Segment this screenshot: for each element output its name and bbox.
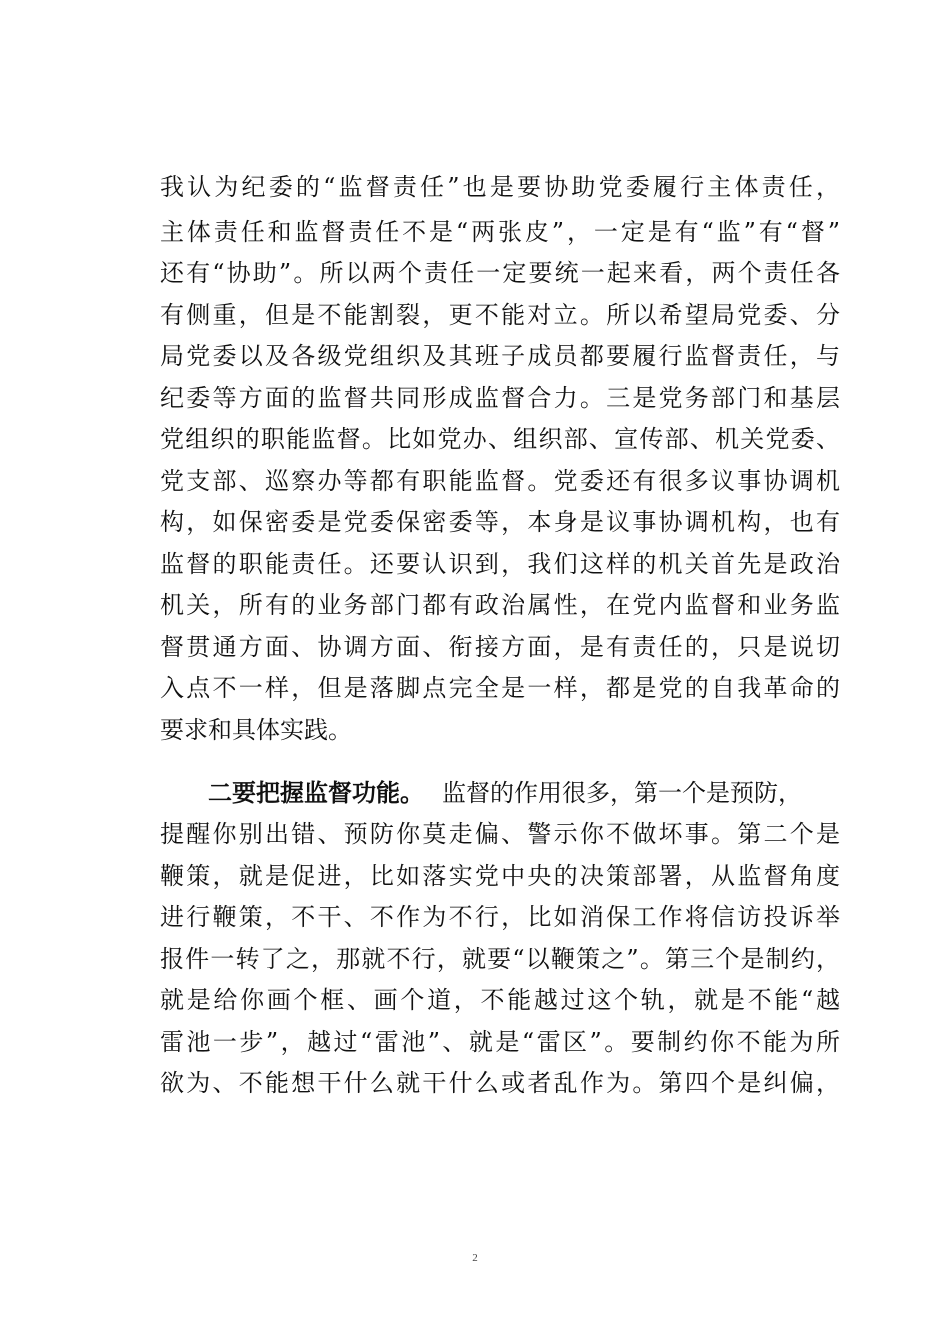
paragraph-1-line-10: 监督的职能责任。还要认识到，我们这样的机关首先是政治 [160, 550, 840, 578]
paragraph-1-line-4: 有侧重，但是不能割裂，更不能对立。所以希望局党委、分 [160, 301, 840, 329]
paragraph-1-line-9: 构，如保密委是党委保密委等，本身是议事协调机构，也有 [160, 508, 840, 536]
paragraph-1-line-11: 机关，所有的业务部门都有政治属性，在党内监督和业务监 [160, 591, 840, 619]
paragraph-1-line-12: 督贯通方面、协调方面、衔接方面，是有责任的，只是说切 [160, 633, 840, 661]
paragraph-2-line-8: 欲为、不能想干什么就干什么或者乱作为。第四个是纠偏， [160, 1069, 840, 1097]
paragraph-1-line-2: 主体责任和监督责任不是“两张皮”，一定是有“监”有“督” [160, 218, 840, 246]
paragraph-1-line-14: 要求和具体实践。 [160, 716, 352, 744]
paragraph-2-line-2: 提醒你别出错、预防你莫走偏、警示你不做坏事。第二个是 [160, 820, 840, 848]
paragraph-1-line-13: 入点不一样，但是落脚点完全是一样，都是党的自我革命的 [160, 674, 840, 702]
paragraph-2-line-3: 鞭策，就是促进，比如落实党中央的决策部署，从监督角度 [160, 862, 840, 890]
paragraph-2-line-4: 进行鞭策，不干、不作为不行，比如消保工作将信访投诉举 [160, 903, 840, 931]
paragraph-2-line-7: 雷池一步”，越过“雷池”、就是“雷区”。要制约你不能为所 [160, 1028, 840, 1056]
paragraph-2-line-6: 就是给你画个框、画个道，不能越过这个轨，就是不能“越 [160, 986, 840, 1014]
section-heading: 二要把握监督功能。 [208, 779, 424, 807]
paragraph-1-line-5: 局党委以及各级党组织及其班子成员都要履行监督责任，与 [160, 342, 840, 370]
paragraph-1-line-6: 纪委等方面的监督共同形成监督合力。三是党务部门和基层 [160, 384, 840, 412]
page-number: 2 [472, 1252, 478, 1264]
paragraph-2-line-1 [160, 778, 840, 808]
paragraph-2-first-line-text: 监督的作用很多，第一个是预防， [442, 779, 802, 807]
paragraph-1-line-1: 我认为纪委的“监督责任”也是要协助党委履行主体责任， [160, 173, 840, 201]
paragraph-1-line-8: 党支部、巡察办等都有职能监督。党委还有很多议事协调机 [160, 467, 840, 495]
paragraph-2-line-5: 报件一转了之，那就不行，就要“以鞭策之”。第三个是制约， [160, 945, 840, 973]
paragraph-1-line-3: 还有“协助”。所以两个责任一定要统一起来看，两个责任各 [160, 259, 840, 287]
paragraph-1-line-7: 党组织的职能监督。比如党办、组织部、宣传部、机关党委、 [160, 425, 840, 453]
